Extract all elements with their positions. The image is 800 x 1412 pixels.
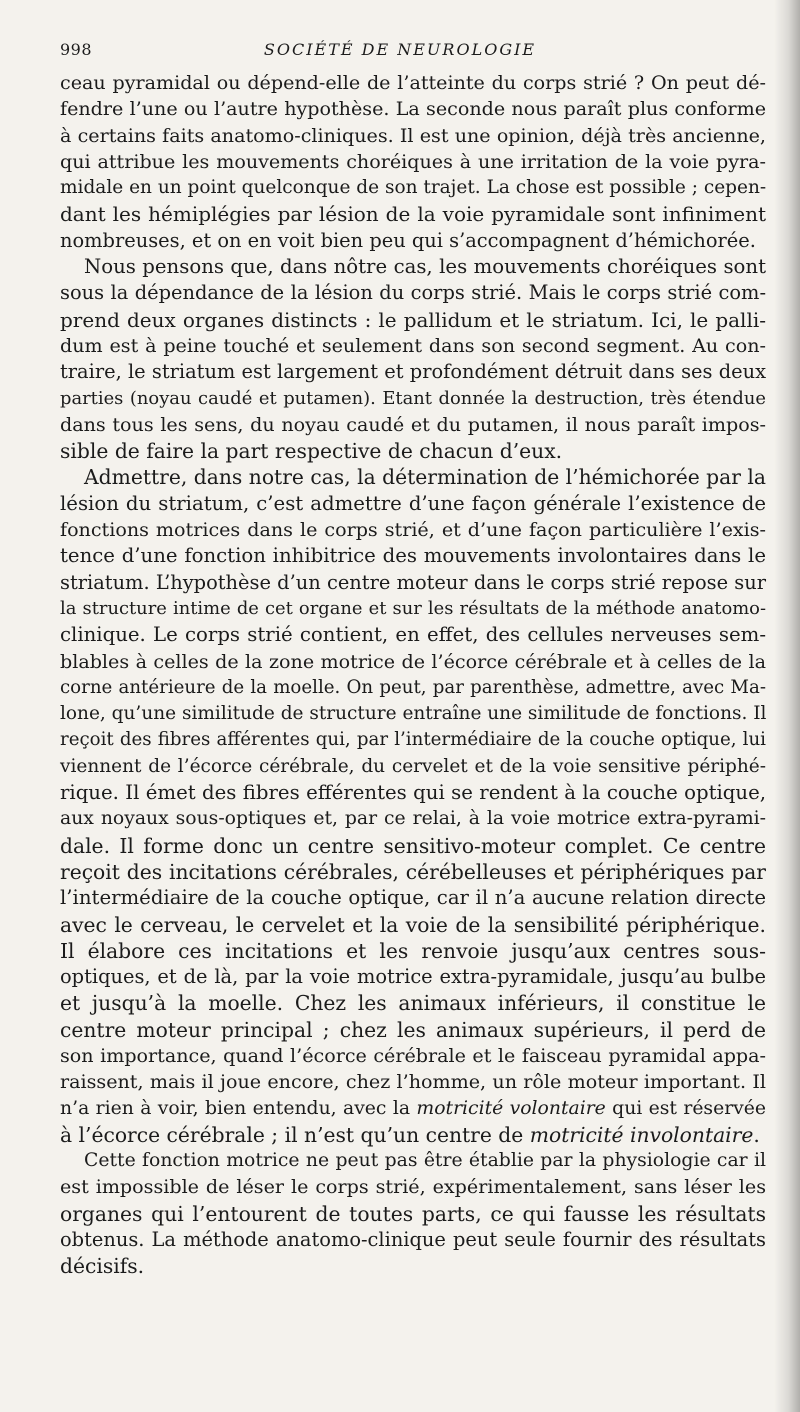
text-line: lésion du striatum, c’est admettre d’une façon générale l’existence de (60, 491, 766, 515)
text-line: aux noyaux sous-optiques et, par ce relai, à la voie motrice extra-pyrami- (60, 808, 766, 830)
text-line: reçoit des incitations cérébrales, cérébelleuses et périphériques par (60, 859, 766, 884)
text-segment: qui est réservée (605, 1097, 767, 1119)
text-line: fonctions motrices dans le corps strié, et d’une façon particulière l’exis- (60, 518, 766, 542)
text-line: ceau pyramidal ou dépend-elle de l’atteinte du corps strié ? On peut dé- (60, 71, 766, 94)
text-line: dans tous les sens, du noyau caudé et du putamen, il nous paraît impos- (60, 412, 766, 436)
text-line: à certains faits anatomo-cliniques. Il est une opinion, déjà très ancienne, (60, 123, 766, 147)
text-line: raissent, mais il joue encore, chez l’homme, un rôle moteur important. Il (60, 1070, 766, 1094)
text-line: obtenus. La méthode anatomo-clinique peut seule fournir des résultats (60, 1228, 766, 1252)
text-line: sous la dépendance de la lésion du corps strié. Mais le corps strié com- (60, 281, 766, 305)
text-line: striatum. L’hypothèse d’un centre moteur dans le corps strié repose sur (60, 570, 766, 594)
text-line: lone, qu’une similitude de structure entraîne une similitude de fonctions. Il (60, 703, 767, 725)
text-line: centre moteur principal ; chez les animaux supérieurs, il perd de (60, 1017, 766, 1042)
text-line: Admettre, dans notre cas, la détermination de l’hémichorée par la (84, 465, 766, 490)
text-line: son importance, quand l’écorce cérébrale et le faisceau pyramidal appa- (60, 1043, 766, 1067)
text-line: optiques, et de là, par la voie motrice extra-pyramidale, jusqu’au bulbe (60, 965, 766, 989)
text-line: traire, le striatum est largement et profondément détruit dans ses deux (60, 360, 766, 384)
text-line: avec le cerveau, le cervelet et la voie de la sensibilité périphérique. (60, 912, 766, 937)
text-line: est impossible de léser le corps strié, expérimentalement, sans léser les (60, 1175, 766, 1199)
text-line: sible de faire la part respective de chacun d’eux. (60, 439, 563, 464)
text-segment: . (753, 1122, 760, 1147)
page-number: 998 (60, 40, 93, 59)
text-line: rique. Il émet des fibres efférentes qui se rendent à la couche optique, (60, 781, 766, 805)
text-line: parties (noyau caudé et putamen). Etant donnée la destruction, très étendue (60, 387, 766, 409)
text-line: l’intermédiaire de la couche optique, car il n’a aucune relation directe (60, 886, 766, 910)
text-line: Nous pensons que, dans nôtre cas, les mouvements choréiques sont (84, 255, 766, 279)
text-line (60, 1096, 766, 1122)
text-segment: à l’écorce cérébrale ; il n’est qu’un centre de (60, 1122, 530, 1147)
text-line: la structure intime de cet organe et sur les résultats de la méthode anatomo- (60, 597, 766, 619)
body-text (60, 70, 766, 1280)
text-line: dant les hémiplégies par lésion de la voie pyramidale sont infiniment (60, 202, 766, 227)
text-line: Cette fonction motrice ne peut pas être établie par la physiologie car il (84, 1150, 766, 1172)
text-line: prend deux organes distincts : le pallidum et le striatum. Ici, le palli- (60, 307, 766, 332)
text-line: viennent de l’écorce cérébrale, du cervelet et de la voie sensitive périphé- (60, 755, 766, 777)
text-line: et jusqu’à la moelle. Chez les animaux inférieurs, il constitue le (60, 991, 766, 1016)
text-line: dum est à peine touché et seulement dans son second segment. Au con- (60, 333, 766, 357)
page-edge-shadow (774, 0, 800, 1412)
text-line: clinique. Le corps strié contient, en effet, des cellules nerveuses sem- (60, 623, 766, 647)
italic-term: motricité involontaire (529, 1122, 754, 1147)
text-line: corne antérieure de la moelle. On peut, par parenthèse, admettre, avec Ma- (60, 676, 766, 698)
text-line: qui attribue les mouvements choréiques à une irritation de la voie pyra- (60, 149, 766, 173)
text-segment: n’a rien à voir, bien entendu, avec la (60, 1097, 417, 1119)
text-line: Il élabore ces incitations et les renvoie jusqu’aux centres sous- (60, 938, 766, 963)
text-line: reçoit des fibres afférentes qui, par l’intermédiaire de la couche optique, lui (60, 729, 766, 751)
text-line: organes qui l’entourent de toutes parts, ce qui fausse les résultats (60, 1201, 766, 1226)
text-line: tence d’une fonction inhibitrice des mouvements involontaires dans le (60, 544, 766, 568)
text-line: fendre l’une ou l’autre hypothèse. La seconde nous paraît plus conforme (60, 97, 766, 121)
text-line: décisifs. (60, 1254, 145, 1279)
text-line: midale en un point quelconque de son trajet. La chose est possible ; cepen- (60, 177, 767, 199)
text-line: dale. Il forme donc un centre sensitivo-moteur complet. Ce centre (60, 833, 766, 858)
running-title: SOCIÉTÉ DE NEUROLOGIE (263, 40, 537, 59)
text-line: nombreuses, et on en voit bien peu qui s’accompagnent d’hémichorée. (60, 228, 756, 252)
text-line (60, 1122, 766, 1148)
italic-term: motricité volontaire (416, 1097, 606, 1119)
text-line: blables à celles de la zone motrice de l’écorce cérébrale et à celles de la (60, 649, 766, 673)
